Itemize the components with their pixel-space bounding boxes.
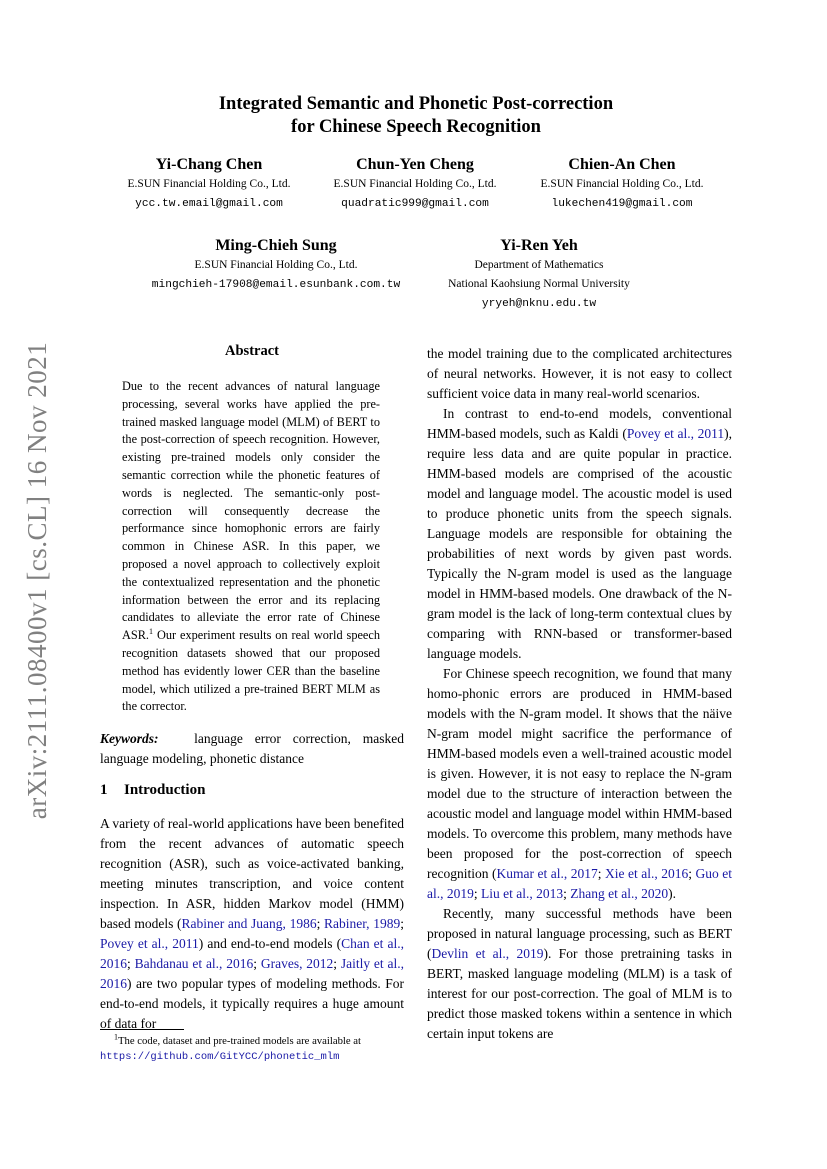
author-email[interactable]: lukechen419@gmail.com — [551, 198, 693, 210]
text: ). For those pretraining tasks in BERT, masked language modeling (MLM) is a task of interest for our post-correction. The goal of MLM is to predict those masked tokens within a sentence in which certain input tokens are — [427, 946, 732, 1041]
author-block — [424, 236, 654, 314]
text: In contrast to end-to-end models, conventional HMM-based models, such as Kaldi ( — [427, 406, 732, 441]
author-block — [126, 236, 426, 295]
section-number: 1 — [100, 782, 108, 798]
citation-link[interactable]: Povey et al., 2011 — [100, 936, 199, 951]
footnote-mark[interactable]: 1 — [149, 627, 153, 637]
text: ; — [400, 916, 404, 931]
author-name: Yi-Chang Chen — [155, 156, 263, 173]
text: ; — [316, 916, 324, 931]
keywords-text: language error correction, masked language modeling, phonetic distance — [100, 731, 404, 766]
text: ), require less data and are quite popular in practice. HMM-based models are comprised of the acoustic model and language model. The acoustic model is used to produce phonetic units from the speech signals. Language models are responsible for obtaining the probabilities of next words by given past words. Typically the N-gram model is used as the language model in HMM-based models. One drawback of the N-gram model is the lack of long-term contextual clues by comparing with RNN-based or transformer-based language models. — [427, 426, 733, 661]
footnote — [100, 1034, 410, 1065]
text: For Chinese speech recognition, we found that many homo-phonic errors are produced in HMM-based models with the N-gram model. It shows that the näive N-gram model might sacrifice the performance of HMM-based models even a well-trained acoustic model is given. However, it is not easy to replace the N-gram model due to the structure of interaction between the acoustic model and language model within HMM-based models. To overcome this problem, many methods have been proposed for the post-correction of speech recognition ( — [427, 666, 732, 881]
citation-link[interactable]: Chan et al., 2016 — [100, 936, 405, 971]
text: ; — [688, 866, 696, 881]
text: ; — [127, 956, 135, 971]
text: ; — [597, 866, 605, 881]
paragraph: the model training due to the complicated architectures of neural networks. However, it is not easy to collect sufficient voice data in many real-world scenarios. — [427, 346, 732, 401]
citation-link[interactable]: Zhang et al., 2020 — [570, 886, 669, 901]
citation-link[interactable]: Bahdanau et al., 2016 — [134, 956, 254, 971]
author-affiliation: E.SUN Financial Holding Co., Ltd. — [540, 178, 704, 190]
author-name: Ming-Chieh Sung — [215, 237, 337, 254]
right-column-text — [427, 344, 732, 1044]
author-affiliation: National Kaohsiung Normal University — [448, 278, 630, 290]
author-email[interactable]: quadratic999@gmail.com — [341, 198, 489, 210]
author-affiliation: E.SUN Financial Holding Co., Ltd. — [333, 178, 497, 190]
code-url-link[interactable]: https://github.com/GitYCC/phonetic_mlm — [100, 1051, 340, 1063]
section-title: Introduction — [124, 782, 206, 798]
text: ) and end-to-end models ( — [198, 936, 342, 951]
footnote-text — [100, 1034, 410, 1049]
author-name: Yi-Ren Yeh — [500, 237, 578, 254]
abstract-text: Due to the recent advances of natural language processing, several works have applied the pre-trained masked language model (MLM) of BERT to the post-correction of speech recognition. However, existing pre-trained models only consider the semantic correction while the phonetic features of words is neglected. The semantic-only post-correction will consequently decrease the performance since homophonic errors are fairly common in Chinese ASR. In this paper, we proposed a novel approach to collectively exploit the contextualized representation and the phonetic information between the error and its replacing candidates to alleviate the error rate of Chinese ASR. — [122, 379, 380, 643]
keywords-label: Keywords: — [100, 731, 159, 746]
citation-link[interactable]: Povey et al., 2011 — [626, 426, 725, 441]
abstract-heading: Abstract — [225, 343, 279, 359]
section-heading — [100, 782, 205, 799]
paragraph — [427, 904, 732, 1044]
abstract-text: Our experiment results on real world speech recognition datasets showed that our proposed method has evidently lower CER than the baseline model, which utilized a pre-trained BERT MLM as the corrector. — [122, 628, 380, 714]
text: Recently, many successful methods have been proposed in natural language processing, such as BERT ( — [427, 906, 732, 961]
text: ; — [253, 956, 261, 971]
left-column-text — [100, 814, 404, 1034]
author-block — [507, 155, 737, 214]
author-block — [300, 155, 530, 214]
author-affiliation: E.SUN Financial Holding Co., Ltd. — [194, 259, 358, 271]
author-email[interactable]: ycc.tw.email@gmail.com — [135, 198, 283, 210]
arxiv-sidebar-stamp — [18, 300, 58, 860]
text: ). — [668, 886, 676, 901]
paragraph — [427, 664, 732, 904]
citation-link[interactable]: Graves, 2012 — [260, 956, 334, 971]
text: The code, dataset and pre-trained models are available at — [118, 1035, 362, 1047]
keywords — [100, 729, 404, 769]
citation-link[interactable]: Kumar et al., 2017 — [496, 866, 598, 881]
text: ; — [333, 956, 341, 971]
paper-title — [100, 93, 732, 139]
author-name: Chun-Yen Cheng — [356, 156, 474, 173]
author-email[interactable]: mingchieh-17908@email.esunbank.com.tw — [151, 279, 401, 291]
title-line-1: Integrated Semantic and Phonetic Post-correction — [218, 94, 614, 114]
text: ; — [563, 886, 571, 901]
footnote-rule — [100, 1029, 184, 1030]
paragraph — [427, 404, 732, 664]
author-affiliation: Department of Mathematics — [474, 259, 604, 271]
footnote-mark: 1 — [114, 1032, 118, 1042]
citation-link[interactable]: Xie et al., 2016 — [604, 866, 689, 881]
text: ; — [473, 886, 482, 901]
title-line-2: for Chinese Speech Recognition — [291, 117, 541, 137]
citation-link[interactable]: Jaitly et al., 2016 — [100, 956, 404, 991]
abstract-body — [122, 378, 380, 716]
author-email[interactable]: yryeh@nknu.edu.tw — [481, 298, 597, 310]
citation-link[interactable]: Liu et al., 2013 — [481, 886, 564, 901]
citation-link[interactable]: Devlin et al., 2019 — [431, 946, 544, 961]
author-affiliation: E.SUN Financial Holding Co., Ltd. — [127, 178, 291, 190]
arxiv-id: arXiv:2111.08400v1 [cs.CL] 16 Nov 2021 — [22, 341, 53, 819]
citation-link[interactable]: Rabiner, 1989 — [323, 916, 401, 931]
citation-link[interactable]: Rabiner and Juang, 1986 — [181, 916, 317, 931]
text: A variety of real-world applications have been benefited from the recent advances of automatic speech recognition (ASR), such as voice-activated banking, meeting minutes transcription, and voice content inspection. In ASR, hidden Markov model (HMM) based models ( — [100, 816, 405, 931]
citation-link[interactable]: Guo et al., 2019 — [427, 866, 732, 901]
author-block — [94, 155, 324, 214]
author-name: Chien-An Chen — [568, 156, 676, 173]
paragraph — [100, 814, 404, 1034]
text: ) are two popular types of modeling methods. For end-to-end models, it typically requires a huge amount of data for — [100, 976, 404, 1031]
